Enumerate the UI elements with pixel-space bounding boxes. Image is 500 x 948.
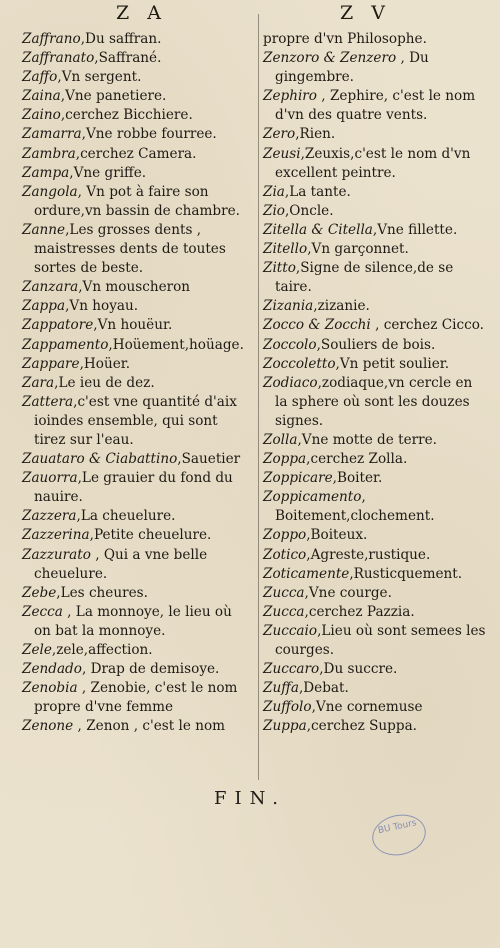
dictionary-entry (263, 431, 489, 450)
entry-definition: ,cerchez Zolla. (306, 451, 408, 468)
dictionary-entry (263, 125, 489, 144)
entry-definition: ,Vn sergent. (57, 69, 142, 86)
entry-headword: Zoppa (263, 451, 307, 468)
entry-definition: ,Le grauier du fond du nauire. (34, 470, 233, 506)
entry-headword: Zoppicamento (263, 489, 362, 506)
dictionary-entry (263, 698, 489, 717)
entry-definition: ,Saffrané. (94, 50, 162, 67)
entry-definition: , Vn pot à faire son ordure,vn bassin de chambre. (34, 183, 240, 219)
entry-definition: ,Agreste,rustique. (306, 546, 431, 563)
entry-headword: Zuffa (263, 680, 299, 697)
entry-definition: ,La cheuelure. (76, 508, 176, 525)
entry-definition: ,Souliers de bois. (316, 336, 436, 353)
dictionary-entry (22, 145, 252, 164)
entry-headword: Zauorra (22, 470, 78, 487)
dictionary-entry (22, 68, 252, 87)
dictionary-entry (263, 679, 489, 698)
dictionary-entry (263, 183, 489, 202)
dictionary-entry (263, 355, 489, 374)
dictionary-entry (263, 603, 489, 622)
library-stamp-text: BU Tours (377, 818, 418, 837)
entry-headword: Zizania (263, 298, 314, 315)
entry-definition: ,Du succre. (319, 661, 398, 678)
entry-definition: , Qui a vne belle cheuelure. (34, 546, 208, 582)
dictionary-entry (22, 717, 252, 736)
dictionary-entry (263, 316, 489, 335)
entry-definition: , Boitement,clochement. (275, 489, 435, 525)
entry-definition: ,Hoüement,hoüage. (108, 336, 244, 353)
entry-headword: Zuppa (263, 718, 307, 735)
dictionary-entry (22, 355, 252, 374)
entry-definition: ,Debat. (298, 680, 349, 697)
entry-definition: ,Signe de silence,de se taire. (275, 260, 454, 296)
entry-headword: Zitello (263, 241, 308, 258)
entry-definition: ,Vn houëur. (93, 317, 173, 334)
entry-headword: Zero (263, 126, 296, 143)
dictionary-entry (22, 641, 252, 660)
entry-definition: , Du gingembre. (275, 50, 429, 86)
entry-headword: Zele (22, 642, 52, 658)
dictionary-entry (22, 125, 252, 144)
dictionary-entry (22, 164, 252, 183)
entry-definition: ,Petite cheuelure. (89, 527, 212, 544)
entry-definition: ,Vne fillette. (372, 221, 458, 238)
dictionary-entry (22, 30, 252, 49)
entry-definition: ,Vn garçonnet. (307, 241, 409, 258)
entry-headword: Zamarra (22, 126, 82, 143)
entry-headword: Zitto (263, 260, 296, 277)
dictionary-entry (263, 221, 489, 240)
entry-headword: Zocco & Zocchi (263, 317, 371, 334)
entry-headword: Zazzurato (22, 546, 91, 563)
entry-headword: Zaffrano (22, 31, 81, 47)
dictionary-entry (263, 660, 489, 679)
fin-footer: FIN. (214, 788, 286, 809)
entry-headword: Zauataro & Ciabattino (22, 451, 178, 468)
dictionary-entry (22, 546, 252, 584)
entry-headword: Zenzoro & Zenzero (263, 50, 397, 67)
entry-definition: ,cerchez Camera. (75, 145, 197, 162)
entry-definition: ,Lieu où sont semees les courges. (275, 622, 486, 658)
dictionary-entry (263, 259, 489, 297)
entry-headword: Zephiro (263, 88, 317, 105)
dictionary-entry (263, 202, 489, 221)
dictionary-entry (263, 469, 489, 488)
entry-definition: , Zenobie, c'est le nom propre d'vne femme (34, 680, 238, 716)
dictionary-entry (22, 87, 252, 106)
dictionary-entry (22, 316, 252, 335)
dictionary-entry (22, 221, 252, 278)
dictionary-entry (22, 336, 252, 355)
dictionary-entry (22, 603, 252, 641)
entry-definition: ,Vne cornemuse (311, 699, 423, 716)
entry-headword: Zaino (22, 107, 61, 124)
entry-definition: ,Vne robbe fourree. (81, 126, 217, 143)
dictionary-entry (22, 106, 252, 125)
left-running-header: Z A (116, 2, 167, 24)
entry-headword: Zappa (22, 298, 66, 315)
entry-headword: Zucca (263, 603, 305, 620)
dictionary-entry (22, 469, 252, 507)
entry-headword: Zoppicare (263, 470, 333, 487)
entry-definition: ,Sauetier (177, 451, 241, 468)
entry-headword: Zio (263, 202, 285, 219)
dictionary-entry (22, 660, 252, 679)
entry-definition: ,Vne courge. (304, 584, 392, 601)
entry-headword: Zenone (22, 718, 74, 735)
entry-headword: Zecca (22, 603, 63, 620)
entry-definition: , La monnoye, le lieu où on bat la monnoye. (34, 603, 232, 639)
entry-definition: ,cerchez Bicchiere. (60, 107, 193, 124)
entry-headword: Zolla (263, 431, 298, 448)
entry-definition: ,Hoüer. (79, 355, 131, 372)
dictionary-entry (263, 526, 489, 545)
entry-headword: Zoppo (263, 527, 307, 544)
entry-headword: Zoccoletto (263, 355, 336, 372)
entry-headword: Zaina (22, 88, 61, 105)
entry-definition: ,Zeuxis,c'est le nom d'vn excellent peintre. (275, 145, 471, 181)
entry-headword: Zara (22, 374, 55, 391)
entry-headword: Zuccaro (263, 661, 320, 678)
dictionary-entry (263, 488, 489, 526)
entry-definition: ,Vne panetiere. (60, 88, 167, 105)
dictionary-entry (22, 393, 252, 450)
entry-definition: ,c'est vne quantité d'aix ioindes ensemble, qui sont tirez sur l'eau. (34, 393, 237, 448)
entry-headword: Zenobia (22, 680, 78, 697)
entry-headword: Zazzera (22, 508, 77, 525)
entry-headword: Zappamento (22, 336, 109, 353)
dictionary-entry (263, 622, 489, 660)
dictionary-entry (22, 297, 252, 316)
entry-headword: Zotico (263, 546, 307, 563)
entry-definition: ,Vne motte de terre. (297, 431, 437, 448)
dictionary-entry (263, 87, 489, 125)
entry-headword: Zaffranato (22, 50, 95, 67)
entry-headword: Zoccolo (263, 336, 317, 353)
dictionary-entry (22, 374, 252, 393)
library-stamp (368, 810, 429, 860)
left-column (22, 30, 252, 736)
entry-definition: ,Rien. (295, 126, 336, 143)
right-running-header: Z V (340, 2, 391, 24)
entry-definition: ,Rusticquement. (349, 565, 463, 582)
entry-definition: , Drap de demisoye. (81, 661, 220, 678)
entry-headword: Zebe (22, 584, 57, 601)
dictionary-entry (22, 450, 252, 469)
entry-definition: ,Vn mouscheron (78, 279, 191, 296)
entry-headword: Zuffolo (263, 699, 312, 716)
entry-definition: , cerchez Cicco. (370, 317, 485, 334)
dictionary-entry (22, 278, 252, 297)
dictionary-entry (263, 450, 489, 469)
entry-definition: , Zenon , c'est le nom (73, 718, 226, 735)
entry-definition: ,Oncle. (284, 202, 334, 219)
dictionary-entry (263, 240, 489, 259)
entry-definition: ,zodiaque,vn cercle en la sphere où sont les douzes signes. (275, 374, 473, 429)
dictionary-entry (263, 297, 489, 316)
entry-headword: Zeusi (263, 145, 301, 162)
dictionary-entry (263, 145, 489, 183)
entry-headword: Zazzerina (22, 527, 90, 544)
entry-headword: Zuccaio (263, 622, 318, 639)
entry-headword: Zitella & Citella (263, 221, 373, 238)
entry-headword: Zanne (22, 221, 66, 238)
entry-headword: Zendado (22, 661, 82, 678)
dictionary-entry (22, 526, 252, 545)
dictionary-entry (263, 49, 489, 87)
entry-definition: ,cerchez Suppa. (306, 718, 417, 735)
entry-definition: ,La tante. (284, 183, 351, 200)
right-column (263, 30, 489, 736)
dictionary-entry (263, 584, 489, 603)
dictionary-entry (22, 584, 252, 603)
entry-definition: ,Vn petit soulier. (335, 355, 450, 372)
entry-headword: Zaffo (22, 69, 58, 86)
dictionary-entry (22, 679, 252, 717)
entry-headword: Zoticamente (263, 565, 350, 582)
dictionary-entry (263, 717, 489, 736)
entry-definition: ,Du saffran. (80, 31, 162, 47)
entry-definition: ,zizanie. (313, 298, 370, 315)
entry-definition: ,Vne griffe. (69, 164, 147, 181)
entry-definition: ,Vn hoyau. (65, 298, 139, 315)
entry-headword: Zangola (22, 183, 78, 200)
entry-headword: Zappare (22, 355, 80, 372)
dictionary-entry (22, 49, 252, 68)
entry-definition: ,Le ieu de dez. (54, 374, 155, 391)
dictionary-entry (263, 546, 489, 565)
dictionary-entry (263, 30, 489, 49)
entry-headword: Zanzara (22, 279, 79, 296)
entry-definition: ,Les grosses dents , maistresses dents de toutes sortes de beste. (34, 221, 226, 277)
entry-definition: , Zephire, c'est le nom d'vn des quatre vents. (275, 88, 476, 124)
entry-definition: ,Les cheures. (56, 584, 148, 601)
dictionary-entry (22, 507, 252, 526)
dictionary-entry (263, 565, 489, 584)
dictionary-entry (263, 336, 489, 355)
entry-headword: Zodiaco (263, 374, 318, 391)
column-divider (258, 14, 259, 780)
entry-headword: Zampa (22, 164, 70, 181)
dictionary-entry (263, 374, 489, 431)
dictionary-entry (22, 183, 252, 221)
entry-headword: Zappatore (22, 317, 94, 334)
entry-definition: ,cerchez Pazzia. (304, 603, 415, 620)
entry-definition: ,zele,affection. (51, 642, 153, 658)
entry-headword: Zambra (22, 145, 76, 162)
entry-headword: Zia (263, 183, 285, 200)
entry-headword: Zucca (263, 584, 305, 601)
entry-definition: ,Boiter. (332, 470, 383, 487)
entry-definition: propre d'vn Philosophe. (263, 31, 427, 47)
entry-headword: Zattera (22, 393, 74, 410)
entry-definition: ,Boiteux. (306, 527, 368, 544)
